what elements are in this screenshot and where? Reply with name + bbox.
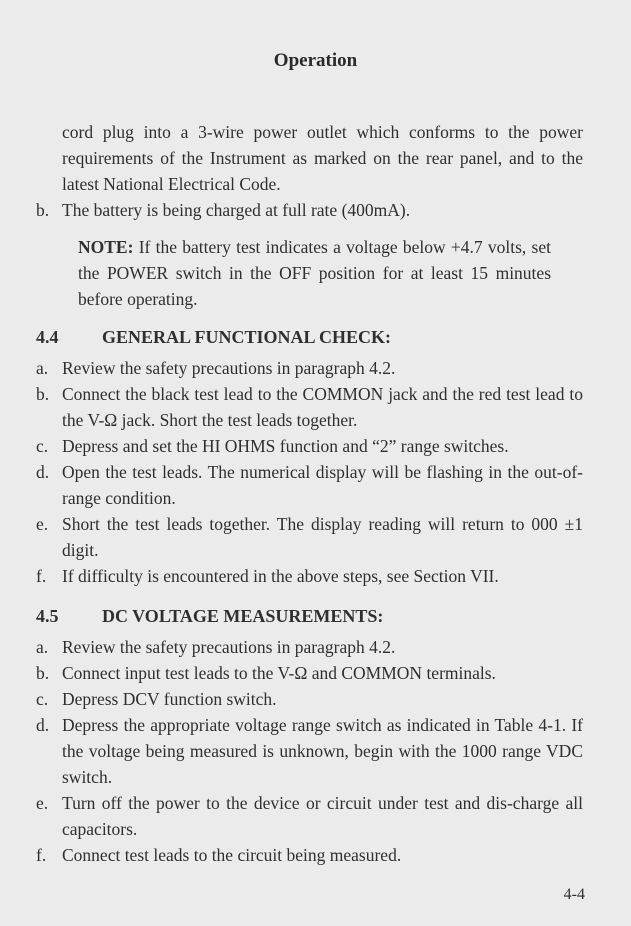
item-letter: e. <box>36 514 49 534</box>
section-heading-4-4 <box>36 327 391 348</box>
item-text: Depress and set the HI OHMS function and “2” range switches. <box>62 436 509 456</box>
item-letter: d. <box>36 462 50 482</box>
item-letter: d. <box>36 715 50 735</box>
list-item <box>0 634 631 660</box>
item-text: Turn off the power to the device or circuit under test and dis-charge all capacitors. <box>62 793 583 839</box>
list-item <box>0 790 631 842</box>
continuation-paragraph: cord plug into a 3-wire power outlet which conforms to the power requirements of the Instrument as marked on the rear panel, and to the latest National Electrical Code. <box>62 122 583 194</box>
section-title: DC VOLTAGE MEASUREMENTS: <box>102 606 384 626</box>
list-item <box>0 842 631 868</box>
item-letter: a. <box>36 637 49 657</box>
note-text: If the battery test indicates a voltage below +4.7 volts, set the POWER switch in the OFF position for at least 15 minutes before operating. <box>78 237 551 309</box>
section-4-4-list <box>0 355 631 589</box>
note-label: NOTE: <box>78 237 134 257</box>
note-paragraph <box>0 234 631 312</box>
item-text: The battery is being charged at full rate (400mA). <box>62 200 411 220</box>
section-number: 4.5 <box>36 606 59 626</box>
item-letter: c. <box>36 689 49 709</box>
page-header: Operation <box>273 50 358 71</box>
item-text: Depress DCV function switch. <box>62 689 277 709</box>
item-letter: b. <box>36 200 50 220</box>
list-item <box>0 511 631 563</box>
list-item <box>0 459 631 511</box>
section-4-5-list <box>0 634 631 868</box>
item-text: Open the test leads. The numerical display will be flashing in the out-of-range condition. <box>62 462 583 508</box>
item-letter: e. <box>36 793 49 813</box>
item-text: Depress the appropriate voltage range switch as indicated in Table 4-1. If the voltage being measured is unknown, begin with the 1000 range VDC switch. <box>62 715 583 787</box>
item-text: Short the test leads together. The display reading will return to 000 ±1 digit. <box>62 514 583 560</box>
item-text: Connect input test leads to the V-Ω and COMMON terminals. <box>62 663 496 683</box>
list-item <box>0 197 631 223</box>
list-item <box>0 563 631 589</box>
item-text: Review the safety precautions in paragraph 4.2. <box>62 358 396 378</box>
list-item <box>0 712 631 790</box>
item-text: Connect test leads to the circuit being measured. <box>62 845 402 865</box>
note-block <box>0 234 631 312</box>
intro-block <box>0 119 631 223</box>
section-title: GENERAL FUNCTIONAL CHECK: <box>102 327 392 347</box>
list-item <box>0 355 631 381</box>
item-text: If difficulty is encountered in the above steps, see Section VII. <box>62 566 499 586</box>
item-letter: f. <box>36 845 47 865</box>
item-letter: c. <box>36 436 49 456</box>
section-number: 4.4 <box>36 327 59 347</box>
list-item <box>0 381 631 433</box>
item-text: Review the safety precautions in paragraph 4.2. <box>62 637 396 657</box>
list-item <box>0 686 631 712</box>
list-item <box>0 433 631 459</box>
item-letter: f. <box>36 566 47 586</box>
item-letter: b. <box>36 663 50 683</box>
item-letter: a. <box>36 358 49 378</box>
section-heading-4-5 <box>36 606 383 627</box>
item-text: Connect the black test lead to the COMMON jack and the red test lead to the V-Ω jack. Short the test leads together. <box>62 384 583 430</box>
item-letter: b. <box>36 384 50 404</box>
page-number: 4-4 <box>563 886 585 903</box>
list-item <box>0 660 631 686</box>
